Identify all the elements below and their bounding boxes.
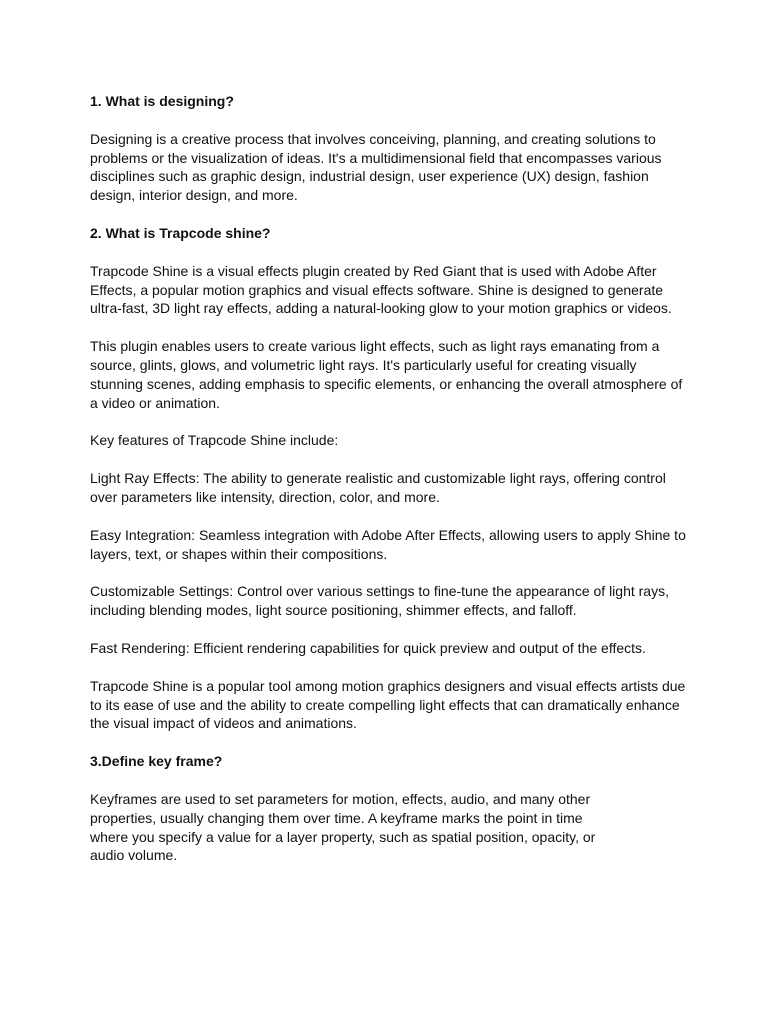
feature-customizable-settings: Customizable Settings: Control over various settings to fine-tune the appearance of light rays, including blending modes, light source positioning, shimmer effects, and falloff. <box>90 583 669 619</box>
key-features-intro: Key features of Trapcode Shine include: <box>90 432 339 449</box>
question-1-heading: 1. What is designing? <box>90 93 234 109</box>
question-3-heading: 3.Define key frame? <box>90 753 223 770</box>
document-page <box>90 92 690 884</box>
question-2-heading: 2. What is Trapcode shine? <box>90 224 271 241</box>
question-2-paragraph-2: This plugin enables users to create various light effects, such as light rays emanating from a source, glints, glows, and volumetric light rays. It's particularly useful for creating visually stunning scenes, adding emphasis to specific elements, or enhancing the overall atmosphere of a video or animation. <box>90 338 683 411</box>
question-2-paragraph-1: Trapcode Shine is a visual effects plugin created by Red Giant that is used with Adobe After Effects, a popular motion graphics and visual effects software. Shine is designed to generate ultra-fast, 3D light ray effects, adding a natural-looking glow to your motion graphics or videos. <box>90 262 672 317</box>
feature-fast-rendering: Fast Rendering: Efficient rendering capabilities for quick preview and output of the effects. <box>90 639 646 656</box>
question-2-conclusion: Trapcode Shine is a popular tool among motion graphics designers and visual effects artists due to its ease of use and the ability to create compelling light effects that can dramatically enhance the visual impact of videos and animations. <box>90 677 686 732</box>
question-3-answer: Keyframes are used to set parameters for motion, effects, audio, and many other properties, usually changing them over time. A keyframe marks the point in time where you specify a value for a layer property, such as spatial position, opacity, or audio volume. <box>90 790 596 864</box>
feature-easy-integration: Easy Integration: Seamless integration with Adobe After Effects, allowing users to apply Shine to layers, text, or shapes within their compositions. <box>90 526 686 562</box>
feature-light-ray-effects: Light Ray Effects: The ability to generate realistic and customizable light rays, offering control over parameters like intensity, direction, color, and more. <box>90 470 666 505</box>
question-1-answer: Designing is a creative process that involves conceiving, planning, and creating solutions to problems or the visualization of ideas. It's a multidimensional field that encompasses various disciplines such as graphic design, industrial design, user experience (UX) design, fashion design, interior design, and more. <box>90 130 662 204</box>
